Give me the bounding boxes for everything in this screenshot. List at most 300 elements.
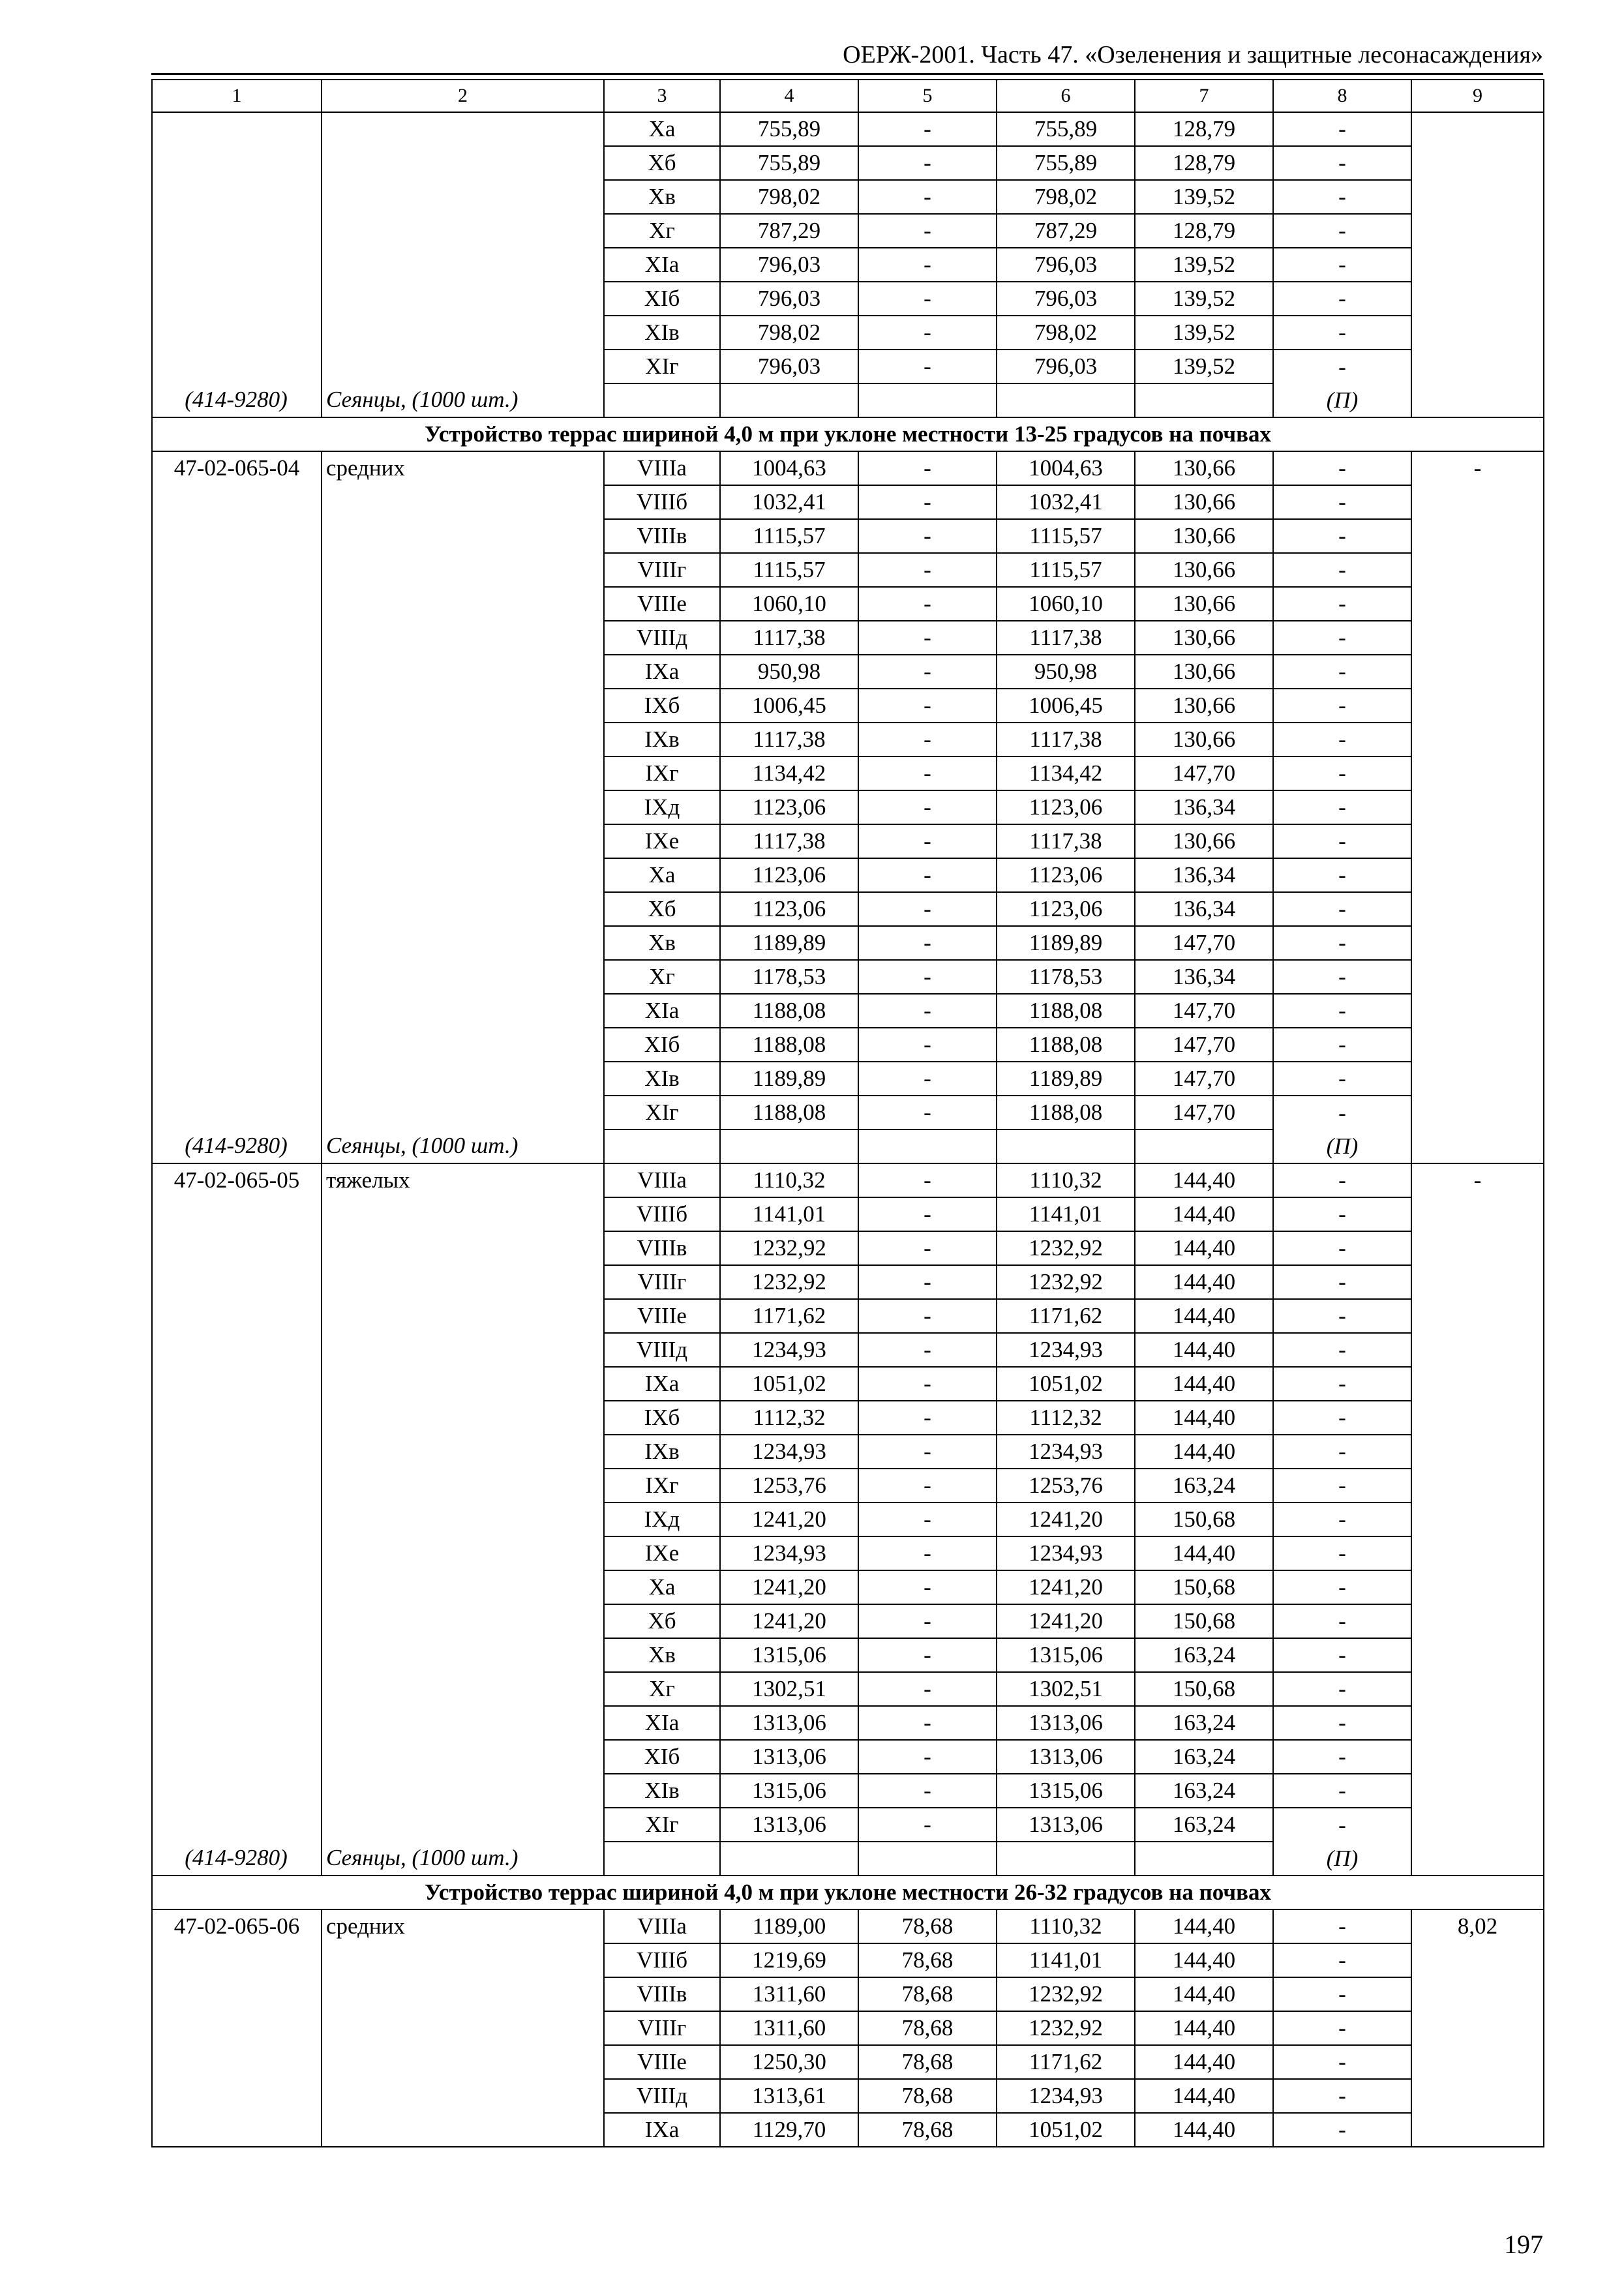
table-cell: 1241,20	[720, 1570, 858, 1604]
table-cell: 1302,51	[997, 1672, 1135, 1706]
table-cell: 1123,06	[997, 892, 1135, 926]
empty-cell	[720, 1842, 858, 1876]
table-cell: 1117,38	[720, 621, 858, 655]
table-cell: -	[1273, 1062, 1411, 1096]
table-cell: 130,66	[1135, 587, 1273, 621]
table-cell: VIIIб	[604, 1943, 720, 1977]
table-cell: 130,66	[1135, 621, 1273, 655]
table-cell: -	[1273, 1536, 1411, 1570]
section-heading: Устройство террас шириной 4,0 м при уклоне местности 26-32 градусов на почвах	[152, 1876, 1544, 1909]
table-cell: 150,68	[1135, 1570, 1273, 1604]
table-cell: -	[858, 1774, 997, 1808]
table-cell: -	[1273, 1977, 1411, 2011]
section-heading: Устройство террас шириной 4,0 м при уклоне местности 13-25 градусов на почвах	[152, 417, 1544, 451]
seedling-name: Сеянцы, (1000 шт.)	[326, 1845, 519, 1870]
table-cell: XIб	[604, 1028, 720, 1062]
table-cell: 1302,51	[720, 1672, 858, 1706]
table-cell: 78,68	[858, 1977, 997, 2011]
table-cell: 144,40	[1135, 1435, 1273, 1469]
table-cell: -	[858, 316, 997, 350]
table-cell: 147,70	[1135, 1028, 1273, 1062]
table-cell: 1241,20	[997, 1503, 1135, 1536]
table-cell: -	[858, 1536, 997, 1570]
table-cell: 1112,32	[997, 1401, 1135, 1435]
table-cell: 1115,57	[720, 519, 858, 553]
table-cell: -	[858, 723, 997, 756]
table-cell: VIIIд	[604, 621, 720, 655]
table-cell: Xв	[604, 926, 720, 960]
table-cell: 1032,41	[720, 485, 858, 519]
table-cell: -	[1273, 790, 1411, 824]
table-cell: -	[858, 1231, 997, 1265]
table-cell: -	[1273, 485, 1411, 519]
section-heading-row	[152, 417, 1544, 451]
table-cell: 1234,93	[997, 1435, 1135, 1469]
table-cell: 1313,61	[720, 2079, 858, 2113]
table-cell: 163,24	[1135, 1808, 1273, 1842]
table-cell: VIIIб	[604, 485, 720, 519]
table-cell: 1060,10	[720, 587, 858, 621]
table-cell: 136,34	[1135, 858, 1273, 892]
table-cell: -	[858, 1604, 997, 1638]
table-cell: 163,24	[1135, 1774, 1273, 1808]
table-cell: 1189,89	[720, 1062, 858, 1096]
table-cell: -	[858, 756, 997, 790]
table-cell: 1115,57	[997, 553, 1135, 587]
table-cell: 78,68	[858, 1943, 997, 1977]
table-cell: -	[1273, 1774, 1411, 1808]
table-cell: 1171,62	[997, 2045, 1135, 2079]
table-cell: -	[1273, 2045, 1411, 2079]
table-cell: 1189,89	[720, 926, 858, 960]
table-cell: 1188,08	[720, 1096, 858, 1130]
table-cell: -	[858, 553, 997, 587]
table-cell: 1315,06	[720, 1638, 858, 1672]
table-cell: XIг	[604, 1808, 720, 1842]
table-cell: 796,03	[720, 248, 858, 282]
table-cell: 130,66	[1135, 824, 1273, 858]
table-cell: -	[1273, 587, 1411, 621]
table-cell: 144,40	[1135, 1909, 1273, 1943]
table-cell: -	[1273, 1333, 1411, 1367]
table-cell: 139,52	[1135, 180, 1273, 214]
table-cell: 1171,62	[997, 1299, 1135, 1333]
table-cell: 1189,89	[997, 1062, 1135, 1096]
table-cell: VIIIд	[604, 2079, 720, 2113]
table-cell: XIв	[604, 1062, 720, 1096]
table-cell: 1313,06	[720, 1740, 858, 1774]
table-cell: 755,89	[720, 146, 858, 180]
table-cell: 144,40	[1135, 1333, 1273, 1367]
table-cell: -	[858, 1163, 997, 1197]
table-cell: 1141,01	[720, 1197, 858, 1231]
table-row	[152, 112, 1544, 146]
table-cell: 136,34	[1135, 892, 1273, 926]
rate-code: 47-02-065-06	[152, 1909, 322, 2147]
table-cell: -	[1273, 2011, 1411, 2045]
table-cell: 139,52	[1135, 248, 1273, 282]
table-cell: 1178,53	[720, 960, 858, 994]
table-cell: 150,68	[1135, 1604, 1273, 1638]
table-cell: -	[1273, 1231, 1411, 1265]
table-cell: 144,40	[1135, 1299, 1273, 1333]
empty-cell	[858, 383, 997, 417]
table-cell: 128,79	[1135, 214, 1273, 248]
table-row	[152, 451, 1544, 485]
table-cell: 1315,06	[997, 1638, 1135, 1672]
table-cell: 1189,00	[720, 1909, 858, 1943]
table-cell: 147,70	[1135, 1096, 1273, 1130]
table-cell: Xa	[604, 1570, 720, 1604]
empty-cell	[997, 1842, 1135, 1876]
table-cell: XIв	[604, 316, 720, 350]
seedling-unit: (П)	[1273, 1130, 1411, 1163]
table-cell: 1234,93	[720, 1536, 858, 1570]
table-cell: -	[858, 1706, 997, 1740]
table-cell: 144,40	[1135, 2045, 1273, 2079]
table-cell: 144,40	[1135, 1197, 1273, 1231]
table-cell: VIIIe	[604, 587, 720, 621]
table-cell: 130,66	[1135, 689, 1273, 723]
table-cell: 1234,93	[997, 2079, 1135, 2113]
table-cell: 1234,93	[720, 1435, 858, 1469]
table-cell: -	[1273, 723, 1411, 756]
table-cell: Xa	[604, 858, 720, 892]
table-cell: -	[1273, 2079, 1411, 2113]
table-cell: VIIIв	[604, 1977, 720, 2011]
table-cell: -	[858, 858, 997, 892]
table-cell: 130,66	[1135, 723, 1273, 756]
table-cell: -	[858, 689, 997, 723]
table-cell: 1315,06	[720, 1774, 858, 1808]
column-number: 8	[1273, 80, 1411, 112]
table-cell: -	[1273, 451, 1411, 485]
table-cell: 1232,92	[720, 1231, 858, 1265]
table-cell: 1006,45	[997, 689, 1135, 723]
table-cell: 147,70	[1135, 756, 1273, 790]
table-cell: 78,68	[858, 2011, 997, 2045]
table-cell: 150,68	[1135, 1503, 1273, 1536]
table-cell: -	[1273, 519, 1411, 553]
table-cell: XIб	[604, 1740, 720, 1774]
table-cell: Xa	[604, 112, 720, 146]
table-cell: -	[858, 112, 997, 146]
empty-cell	[858, 1130, 997, 1163]
table-cell: 787,29	[997, 214, 1135, 248]
table-cell: IXб	[604, 689, 720, 723]
table-cell: -	[1273, 926, 1411, 960]
table-cell: -	[858, 655, 997, 689]
table-cell: -	[858, 180, 997, 214]
table-cell: 1253,76	[997, 1469, 1135, 1503]
table-cell: 1313,06	[997, 1808, 1135, 1842]
table-cell: -	[858, 960, 997, 994]
table-cell: 1178,53	[997, 960, 1135, 994]
table-cell: Xг	[604, 214, 720, 248]
table-cell: 1241,20	[997, 1570, 1135, 1604]
table-cell: 163,24	[1135, 1638, 1273, 1672]
header-rule	[151, 73, 1543, 75]
column-number: 6	[997, 80, 1135, 112]
table-cell: IXa	[604, 2113, 720, 2147]
table-row	[152, 1163, 1544, 1197]
table-cell: 950,98	[720, 655, 858, 689]
empty-cell	[858, 1842, 997, 1876]
table-cell: 1123,06	[720, 892, 858, 926]
table-cell: -	[1273, 2113, 1411, 2147]
table-cell: -	[1273, 824, 1411, 858]
table-cell: -	[858, 214, 997, 248]
table-cell: IXг	[604, 1469, 720, 1503]
table-cell: -	[858, 1672, 997, 1706]
table-cell: 796,03	[997, 248, 1135, 282]
table-cell: -	[858, 519, 997, 553]
soil-type: средних	[322, 1909, 604, 2147]
table-cell: 1171,62	[720, 1299, 858, 1333]
table-cell: 1241,20	[720, 1604, 858, 1638]
table-cell: -	[1273, 1570, 1411, 1604]
table-cell: 1234,93	[997, 1333, 1135, 1367]
table-cell: 1189,89	[997, 926, 1135, 960]
table-cell: -	[1273, 858, 1411, 892]
table-cell: 139,52	[1135, 350, 1273, 383]
table-cell: 1134,42	[720, 756, 858, 790]
table-cell: -	[858, 1503, 997, 1536]
table-cell: -	[1273, 756, 1411, 790]
table-cell: 796,03	[997, 350, 1135, 383]
table-cell: 1234,93	[720, 1333, 858, 1367]
column-number: 7	[1135, 80, 1273, 112]
table-cell: -	[1273, 1401, 1411, 1435]
table-cell: -	[1273, 1435, 1411, 1469]
empty-cell	[1135, 1842, 1273, 1876]
table-cell: -	[858, 1570, 997, 1604]
table-cell: VIIIe	[604, 1299, 720, 1333]
table-cell: 144,40	[1135, 1231, 1273, 1265]
table-cell: -	[858, 1401, 997, 1435]
table-cell: 144,40	[1135, 1265, 1273, 1299]
table-cell: -	[858, 621, 997, 655]
table-cell: IXб	[604, 1401, 720, 1435]
soil-type	[322, 112, 604, 417]
table-cell: -	[858, 451, 997, 485]
table-cell: 78,68	[858, 2045, 997, 2079]
column-9-value: -	[1411, 1163, 1544, 1876]
table-cell: VIIIд	[604, 1333, 720, 1367]
table-cell: VIIIa	[604, 1163, 720, 1197]
table-cell: -	[1273, 1740, 1411, 1774]
table-cell: 144,40	[1135, 2113, 1273, 2147]
table-cell: -	[858, 1808, 997, 1842]
table-cell: -	[1273, 1909, 1411, 1943]
table-cell: 163,24	[1135, 1706, 1273, 1740]
table-cell: 1004,63	[720, 451, 858, 485]
table-cell: VIIIe	[604, 2045, 720, 2079]
table-cell: 1051,02	[720, 1367, 858, 1401]
table-cell: 144,40	[1135, 2079, 1273, 2113]
column-number: 1	[152, 80, 322, 112]
rate-code: 47-02-065-05	[152, 1163, 322, 1876]
table-cell: -	[1273, 1503, 1411, 1536]
table-cell: -	[858, 1740, 997, 1774]
table-cell: Xг	[604, 1672, 720, 1706]
table-cell: -	[1273, 248, 1411, 282]
table-cell: -	[858, 1265, 997, 1299]
table-cell: 1241,20	[720, 1503, 858, 1536]
table-cell: 136,34	[1135, 790, 1273, 824]
table-cell: 163,24	[1135, 1469, 1273, 1503]
table-cell: 1253,76	[720, 1469, 858, 1503]
table-cell: -	[858, 587, 997, 621]
empty-cell	[997, 383, 1135, 417]
column-number-row	[152, 80, 1544, 112]
table-cell: -	[1273, 621, 1411, 655]
table-cell: 144,40	[1135, 1163, 1273, 1197]
table-cell: 798,02	[997, 316, 1135, 350]
table-cell: 1117,38	[720, 824, 858, 858]
table-cell: -	[1273, 553, 1411, 587]
table-cell: 1115,57	[997, 519, 1135, 553]
table-cell: 1241,20	[997, 1604, 1135, 1638]
table-cell: -	[1273, 1469, 1411, 1503]
column-number: 5	[858, 80, 997, 112]
table-cell: XIa	[604, 1706, 720, 1740]
column-9-value: 8,02	[1411, 1909, 1544, 2147]
table-cell: -	[1273, 1672, 1411, 1706]
table-cell: -	[1273, 655, 1411, 689]
table-cell: -	[858, 1435, 997, 1469]
table-cell: 1188,08	[720, 1028, 858, 1062]
table-row	[152, 1909, 1544, 1943]
table-cell: -	[858, 790, 997, 824]
seedling-name: Сеянцы, (1000 шт.)	[326, 387, 519, 412]
table-cell: -	[858, 1333, 997, 1367]
table-cell: 147,70	[1135, 926, 1273, 960]
table-cell: -	[1273, 1706, 1411, 1740]
column-9-value	[1411, 112, 1544, 417]
table-cell: 1232,92	[997, 1265, 1135, 1299]
table-cell: IXa	[604, 655, 720, 689]
column-number: 2	[322, 80, 604, 112]
table-cell: 798,02	[720, 316, 858, 350]
table-cell: 144,40	[1135, 1536, 1273, 1570]
table-cell: 1311,60	[720, 1977, 858, 2011]
table-cell: 755,89	[997, 146, 1135, 180]
table-cell: -	[1273, 960, 1411, 994]
table-cell: Xб	[604, 146, 720, 180]
table-cell: 1110,32	[997, 1163, 1135, 1197]
table-cell: 144,40	[1135, 1977, 1273, 2011]
table-cell: 1188,08	[997, 994, 1135, 1028]
table-cell: 798,02	[997, 180, 1135, 214]
empty-cell	[604, 1130, 720, 1163]
table-cell: 1134,42	[997, 756, 1135, 790]
table-cell: 1313,06	[720, 1706, 858, 1740]
table-cell: Xб	[604, 1604, 720, 1638]
table-cell: -	[858, 1197, 997, 1231]
empty-cell	[1135, 1130, 1273, 1163]
table-cell: -	[858, 146, 997, 180]
table-cell: 755,89	[720, 112, 858, 146]
empty-cell	[720, 1130, 858, 1163]
table-cell: -	[1273, 1943, 1411, 1977]
table-cell: 950,98	[997, 655, 1135, 689]
empty-cell	[997, 1130, 1135, 1163]
table-cell: 1117,38	[997, 824, 1135, 858]
table-cell: 1315,06	[997, 1774, 1135, 1808]
seedling-name: Сеянцы, (1000 шт.)	[326, 1133, 519, 1158]
table-cell: 1141,01	[997, 1943, 1135, 1977]
table-cell: VIIIa	[604, 1909, 720, 1943]
table-cell: VIIIб	[604, 1197, 720, 1231]
table-cell: -	[858, 248, 997, 282]
table-cell: 147,70	[1135, 994, 1273, 1028]
table-cell: XIг	[604, 350, 720, 383]
table-cell: 1141,01	[997, 1197, 1135, 1231]
table-cell: 1006,45	[720, 689, 858, 723]
table-cell: 1051,02	[997, 2113, 1135, 2147]
table-cell: 798,02	[720, 180, 858, 214]
table-cell: 1110,32	[720, 1163, 858, 1197]
table-cell: IXд	[604, 1503, 720, 1536]
table-cell: IXe	[604, 824, 720, 858]
table-cell: -	[858, 1469, 997, 1503]
table-cell: -	[1273, 1028, 1411, 1062]
table-cell: 1250,30	[720, 2045, 858, 2079]
table-cell: 1232,92	[720, 1265, 858, 1299]
soil-type: тяжелых	[322, 1163, 604, 1876]
column-number: 9	[1411, 80, 1544, 112]
table-cell: -	[1273, 994, 1411, 1028]
table-cell: 139,52	[1135, 316, 1273, 350]
column-9-value: -	[1411, 451, 1544, 1163]
table-cell: 1188,08	[997, 1096, 1135, 1130]
table-cell: 144,40	[1135, 2011, 1273, 2045]
table-cell: -	[1273, 689, 1411, 723]
table-cell: 1051,02	[997, 1367, 1135, 1401]
table-cell: IXв	[604, 1435, 720, 1469]
table-cell: 1313,06	[720, 1808, 858, 1842]
empty-cell	[720, 383, 858, 417]
table-cell: 1123,06	[720, 858, 858, 892]
table-cell: 136,34	[1135, 960, 1273, 994]
page-number: 197	[1504, 2230, 1543, 2259]
table-cell: 796,03	[720, 350, 858, 383]
table-cell: XIг	[604, 1096, 720, 1130]
table-cell: 1117,38	[720, 723, 858, 756]
empty-cell	[1135, 383, 1273, 417]
table-cell: 144,40	[1135, 1943, 1273, 1977]
table-cell: -	[858, 350, 997, 383]
table-cell: -	[1273, 1299, 1411, 1333]
table-cell: -	[1273, 892, 1411, 926]
table-cell: 130,66	[1135, 519, 1273, 553]
empty-cell	[604, 1842, 720, 1876]
table-cell: 1123,06	[997, 790, 1135, 824]
table-cell: -	[858, 994, 997, 1028]
table-cell: 1112,32	[720, 1401, 858, 1435]
table-cell: 144,40	[1135, 1401, 1273, 1435]
table-cell: -	[858, 1367, 997, 1401]
table-cell: -	[1273, 180, 1411, 214]
table-cell: -	[858, 1062, 997, 1096]
table-cell: 1313,06	[997, 1740, 1135, 1774]
table-cell: 78,68	[858, 2113, 997, 2147]
table-cell: -	[858, 1096, 997, 1130]
table-cell: 1311,60	[720, 2011, 858, 2045]
table-cell: 1219,69	[720, 1943, 858, 1977]
table-cell: 147,70	[1135, 1062, 1273, 1096]
